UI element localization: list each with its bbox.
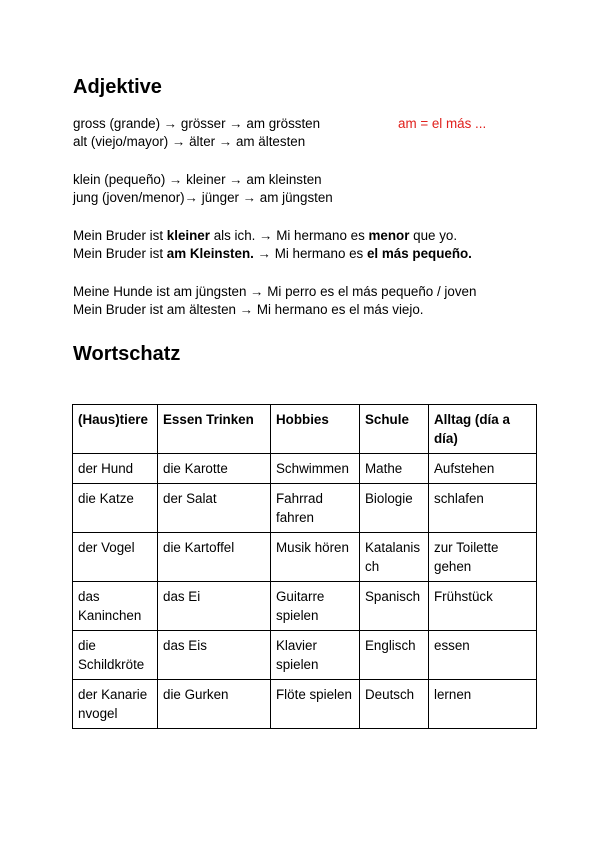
table-row xyxy=(73,631,537,680)
comparison-line-gross: gross (grande) → grösser → am grössten xyxy=(73,116,321,131)
table-cell: die Schildkröte xyxy=(73,631,158,680)
table-cell: Katalanisch xyxy=(360,533,429,582)
table-cell: der Salat xyxy=(158,484,271,533)
table-cell: Klavier spielen xyxy=(271,631,360,680)
table-cell: essen xyxy=(429,631,537,680)
table-cell: schlafen xyxy=(429,484,537,533)
table-row xyxy=(73,454,537,484)
table-cell: die Katze xyxy=(73,484,158,533)
table-cell: Flöte spielen xyxy=(271,680,360,729)
table-cell: Aufstehen xyxy=(429,454,537,484)
table-cell: zur Toilette gehen xyxy=(429,533,537,582)
wortschatz-heading: Wortschatz xyxy=(73,343,181,365)
table-cell: Englisch xyxy=(360,631,429,680)
header-haustiere: (Haus)tiere xyxy=(73,405,158,454)
table-cell: die Kartoffel xyxy=(158,533,271,582)
table-cell: Frühstück xyxy=(429,582,537,631)
bold-word-menor: menor xyxy=(368,228,410,243)
sentence-part: → Mi hermano es xyxy=(253,246,367,261)
table-cell: das Ei xyxy=(158,582,271,631)
example-sentence-kleiner xyxy=(73,227,457,245)
bold-word-kleiner: kleiner xyxy=(166,228,210,243)
header-hobbies: Hobbies xyxy=(271,405,360,454)
bold-word-am-kleinsten: am Kleinsten. xyxy=(166,246,254,261)
table-row xyxy=(73,484,537,533)
table-row xyxy=(73,533,537,582)
example-sentence-am-kleinsten xyxy=(73,245,472,263)
sentence-part: Mein Bruder ist xyxy=(73,228,167,243)
table-row xyxy=(73,680,537,729)
table-row xyxy=(73,582,537,631)
sentence-part: que yo. xyxy=(409,228,458,243)
table-header-row xyxy=(73,405,537,454)
vocabulary-table xyxy=(72,404,537,729)
table-cell: Musik hören xyxy=(271,533,360,582)
example-sentence-hunde: Meine Hunde ist am jüngsten → Mi perro es el más pequeño / joven xyxy=(73,284,477,299)
sentence-part: Mein Bruder ist xyxy=(73,246,167,261)
table-cell: das Eis xyxy=(158,631,271,680)
table-cell: Schwimmen xyxy=(271,454,360,484)
bold-word-el-mas-pequeno: el más pequeño. xyxy=(366,246,472,261)
table-cell: der Vogel xyxy=(73,533,158,582)
header-alltag: Alltag (día a día) xyxy=(429,405,537,454)
comparison-line-klein: klein (pequeño) → kleiner → am kleinsten xyxy=(73,172,322,187)
table-cell: Deutsch xyxy=(360,680,429,729)
table-cell: die Gurken xyxy=(158,680,271,729)
header-essen-trinken: Essen Trinken xyxy=(158,405,271,454)
superlative-note: am = el más ... xyxy=(398,116,487,131)
table-cell: Fahrrad fahren xyxy=(271,484,360,533)
comparison-line-alt: alt (viejo/mayor) → älter → am ältesten xyxy=(73,134,306,149)
adjektive-heading: Adjektive xyxy=(73,76,162,98)
table-cell: Mathe xyxy=(360,454,429,484)
table-cell: der Hund xyxy=(73,454,158,484)
header-schule: Schule xyxy=(360,405,429,454)
table-cell: Guitarre spielen xyxy=(271,582,360,631)
table-cell: der Kanarienvogel xyxy=(73,680,158,729)
table-cell: Spanisch xyxy=(360,582,429,631)
table-cell: lernen xyxy=(429,680,537,729)
example-sentence-altesten: Mein Bruder ist am ältesten → Mi hermano es el más viejo. xyxy=(73,302,424,317)
sentence-part: als ich. → Mi hermano es xyxy=(209,228,369,243)
table-cell: die Karotte xyxy=(158,454,271,484)
comparison-line-jung: jung (joven/menor)→ jünger → am jüngsten xyxy=(73,190,333,205)
table-cell: das Kaninchen xyxy=(73,582,158,631)
table-cell: Biologie xyxy=(360,484,429,533)
